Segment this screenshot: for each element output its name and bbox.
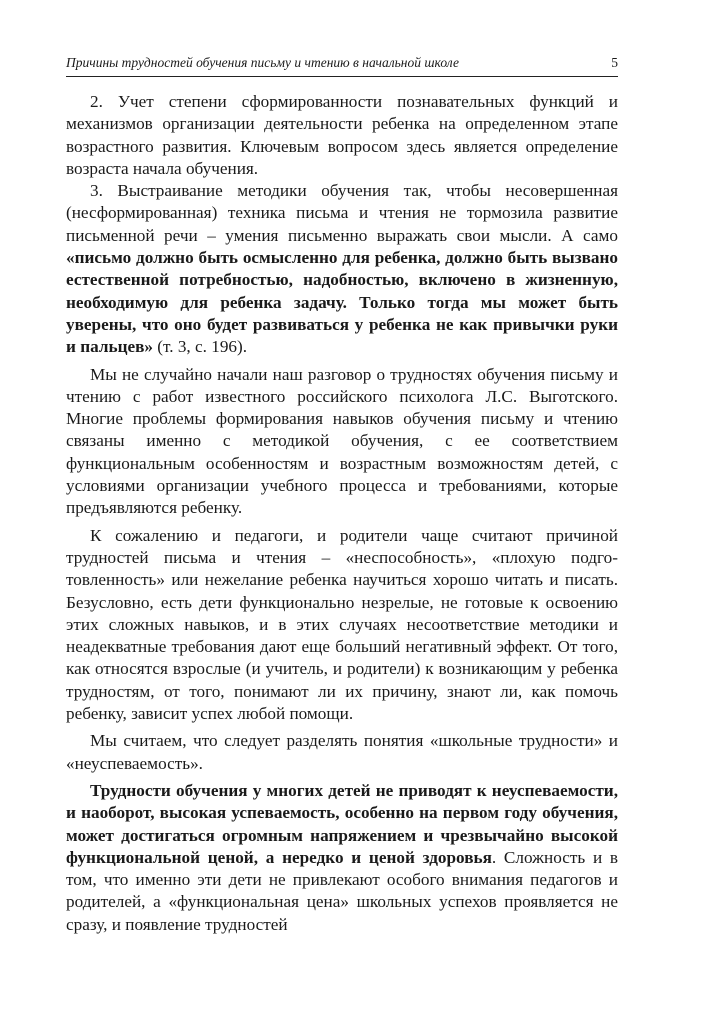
paragraph-functional-cost	[66, 780, 618, 936]
running-header	[66, 52, 618, 77]
paragraph-method	[66, 180, 618, 358]
paragraph-functional-cost-text: . Сложность и в том, что именно эти дети не привлекают особого внимания педагогов и родителей, а «функциональная цена» школьных успехов проявляется не сразу, и появление трудностей	[66, 847, 619, 934]
paragraph-causes-text: К сожалению и педагоги, и родители чаще считают причиной трудностей письма и чтения – «неспособность», «плохую подготовленность» или нежелание ребенка научиться хорошо читать и писать. Безусловно, есть дети функционально незрелые, не готовые к освоению этих сложных навыков, и в этих случаях несоответствие методики и неадекватные требования дают еще больший негативный эффект. От того, как относятся взрослые (и учитель, и родители) к возникающим у ребенка трудностям, от того, понимают ли их причину, знают ли, как помочь ребенку, зависит успех любой помощи.	[66, 525, 618, 724]
body-text	[66, 91, 618, 936]
paragraph-functional-cost-bold: Трудности обучения у многих детей не приводят к неуспеваемости, и наоборот, высокая успеваемость, особенно на первом году обучения, может достигаться огромным напряжением и чрезвычайно высокой функциональной ценой, а нередко и ценой здоровья	[66, 780, 618, 867]
paragraph-distinction	[66, 730, 618, 775]
paragraph-method-quote: «письмо должно быть осмысленно для ребенка, должно быть вызвано естественной потребностью, надобностью, включено в жизненную, необходимую для ребенка задачу. Только тогда мы может быть уверены, что оно будет развиваться у ребенка не как привычки руки и пальцев»	[66, 248, 618, 357]
paragraph-distinction-text: Мы считаем, что следует разделять понятия «школьные трудности» и «неуспеваемость».	[66, 731, 618, 773]
page-number: 5	[611, 55, 618, 70]
paragraph-causes	[66, 525, 618, 726]
paragraph-method-text: 3. Выстраивание методики обучения так, чтобы несовершенная (несформированная) техника письма и чтения не тормозила развитие письменной речи – умения письменно выражать свои мысли. А само	[66, 181, 618, 245]
paragraph-vygotsky-text: Мы не случайно начали наш разговор о трудностях обучения письму и чтению с работ известного российского психолога Л.С. Выготского. Многие проблемы формирования навыков обучения письму и чтению связаны именно с методикой обучения, с ее соответствием функциональным особенностям и возрастным возможностям детей, с условиями организации учебного процесса и требованиями, которые предъявляются ребенку.	[66, 364, 618, 518]
book-page	[66, 52, 618, 936]
paragraph-functions	[66, 91, 618, 180]
paragraph-vygotsky	[66, 364, 618, 520]
paragraph-method-citation: (т. 3, с. 196).	[153, 337, 248, 357]
paragraph-functions-text: 2. Учет степени сформированности познавательных функций и механизмов организации деятельности ребенка на определенном этапе возрастного развития. Ключевым вопросом здесь является определение возраста начала обучения.	[66, 92, 618, 178]
running-title: Причины трудностей обучения письму и чтению в начальной школе	[66, 55, 459, 70]
